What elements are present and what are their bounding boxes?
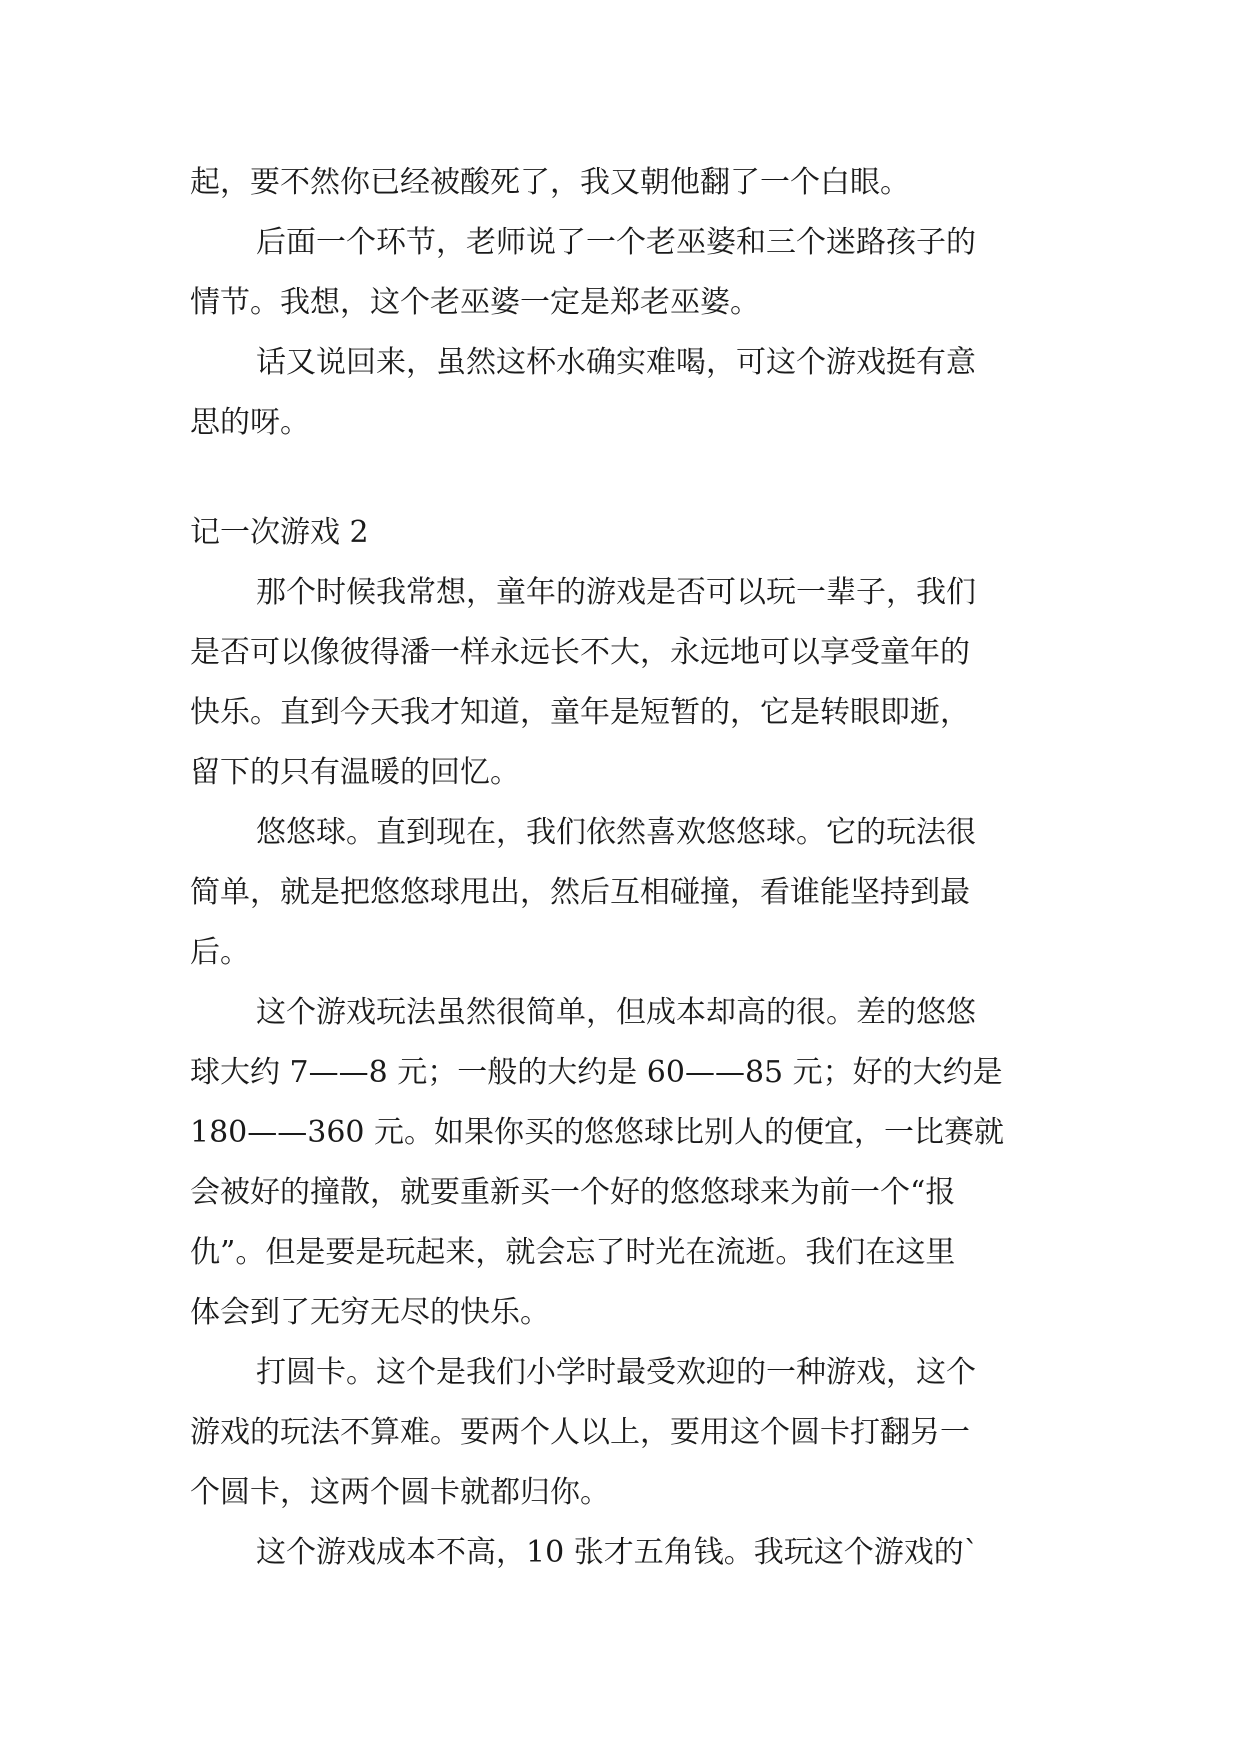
paragraph-start-line: 后面一个环节，老师说了一个老巫婆和三个迷路孩子的 bbox=[256, 225, 976, 260]
text-line: 球大约 7——8 元；一般的大约是 60——85 元；好的大约是 bbox=[190, 1055, 1003, 1090]
paragraph-start-line: 悠悠球。直到现在，我们依然喜欢悠悠球。它的玩法很 bbox=[256, 815, 976, 850]
paragraph-start-line: 这个游戏玩法虽然很简单，但成本却高的很。差的悠悠 bbox=[256, 995, 976, 1030]
section-heading: 记一次游戏 2 bbox=[190, 515, 369, 550]
text-line: 快乐。直到今天我才知道，童年是短暂的，它是转眼即逝， bbox=[190, 695, 970, 730]
text-line: 起，要不然你已经被酸死了，我又朝他翻了一个白眼。 bbox=[190, 165, 910, 200]
text-line: 思的呀。 bbox=[190, 405, 310, 440]
text-line: 仇”。但是要是玩起来，就会忘了时光在流逝。我们在这里 bbox=[190, 1235, 956, 1270]
text-line: 会被好的撞散，就要重新买一个好的悠悠球来为前一个“报 bbox=[190, 1175, 956, 1210]
paragraph-start-line: 那个时候我常想，童年的游戏是否可以玩一辈子，我们 bbox=[256, 575, 976, 610]
paragraph-start-line: 这个游戏成本不高，10 张才五角钱。我玩这个游戏的` bbox=[256, 1535, 979, 1570]
text-line: 简单，就是把悠悠球甩出，然后互相碰撞，看谁能坚持到最 bbox=[190, 875, 970, 910]
text-line: 个圆卡，这两个圆卡就都归你。 bbox=[190, 1475, 610, 1510]
text-line: 后。 bbox=[190, 935, 250, 970]
text-line: 180——360 元。如果你买的悠悠球比别人的便宜，一比赛就 bbox=[190, 1115, 1005, 1150]
text-line: 留下的只有温暖的回忆。 bbox=[190, 755, 520, 790]
text-line: 体会到了无穷无尽的快乐。 bbox=[190, 1295, 550, 1330]
text-line: 游戏的玩法不算难。要两个人以上，要用这个圆卡打翻另一 bbox=[190, 1415, 970, 1450]
paragraph-start-line: 打圆卡。这个是我们小学时最受欢迎的一种游戏，这个 bbox=[256, 1355, 976, 1390]
paragraph-start-line: 话又说回来，虽然这杯水确实难喝，可这个游戏挺有意 bbox=[256, 345, 976, 380]
text-line: 情节。我想，这个老巫婆一定是郑老巫婆。 bbox=[190, 285, 760, 320]
text-line: 是否可以像彼得潘一样永远长不大，永远地可以享受童年的 bbox=[190, 635, 970, 670]
